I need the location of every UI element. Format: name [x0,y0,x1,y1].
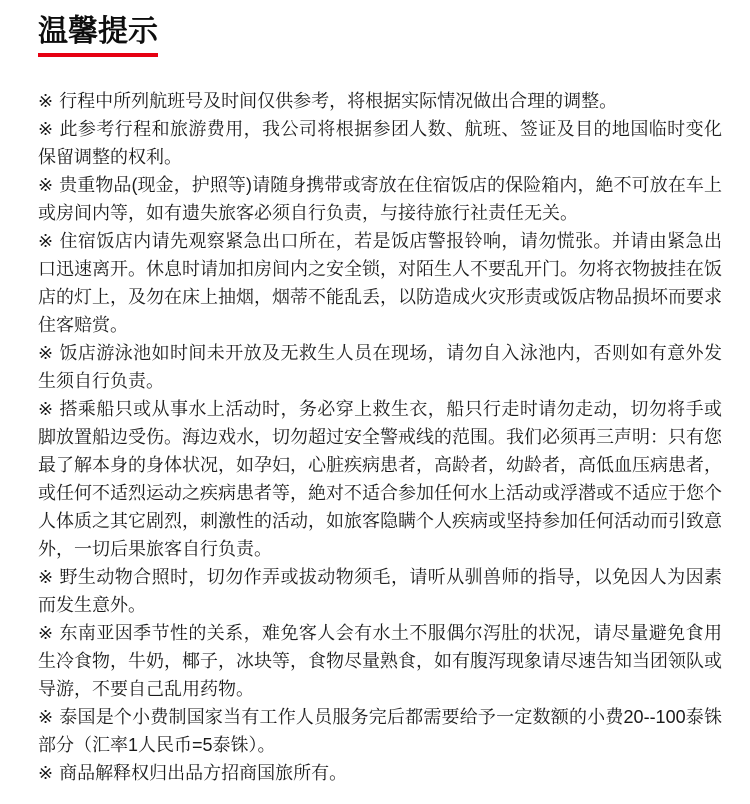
notice-item [38,619,722,703]
notice-text: 商品解释权归出品方招商国旅所有。 [59,763,348,783]
notice-item [38,395,722,563]
reference-mark: ※ [38,707,54,727]
notice-text: 泰国是个小费制国家当有工作人员服务完后都需要给予一定数额的小费20--100泰铢部分（汇率1人民币=5泰铢）。 [38,707,722,755]
notice-text: 住宿饭店内请先观察紧急出口所在，若是饭店警报铃响，请勿慌张。并请由紧急出口迅速离开。休息时请加扣房间内之安全锁，对陌生人不要乱开门。勿将衣物披挂在饭店的灯上，及勿在床上抽烟，烟蒂不能乱丢，以防造成火灾形责或饭店物品损坏而要求住客赔赏。 [38,231,722,335]
reference-mark: ※ [38,567,54,587]
notice-item [38,171,722,227]
notice-text: 搭乘船只或从事水上活动时，务必穿上救生衣，船只行走时请勿走动，切勿将手或脚放置船边受伤。海边戏水，切勿超过安全警戒线的范围。我们必须再三声明：只有您最了解本身的身体状况，如孕妇，心脏疾病患者，高龄者，幼龄者，高低血压病患者，或任何不适烈运动之疾病患者等，絶对不适合参加任何水上活动或浮潜或不适应于您个人体质之其它剧烈，刺激性的活动，如旅客隐瞒个人疾病或坚持参加任何活动而引致意外，一切后果旅客自行负责。 [38,399,722,559]
notice-list [38,87,722,787]
notice-item [38,87,722,115]
notice-text: 饭店游泳池如时间未开放及无救生人员在现场，请勿自入泳池内，否则如有意外发生须自行负责。 [38,343,722,391]
reference-mark: ※ [38,623,54,643]
notice-item [38,115,722,171]
page-title [38,14,722,57]
reference-mark: ※ [38,175,54,195]
reference-mark: ※ [38,231,54,251]
notice-item [38,759,722,787]
reference-mark: ※ [38,343,54,363]
notice-item [38,703,722,759]
reference-mark: ※ [38,119,54,139]
notice-text: 野生动物合照时，切勿作弄或拔动物须毛，请听从驯兽师的指导，以免因人为因素而发生意外。 [38,567,722,615]
notice-item [38,563,722,619]
notice-text: 东南亚因季节性的关系，难免客人会有水土不服偶尔泻肚的状况，请尽量避免食用生冷食物，牛奶，椰子，冰块等，食物尽量熟食，如有腹泻现象请尽速告知当团领队或导游，不要自己乱用药物。 [38,623,722,699]
notice-text: 此参考行程和旅游费用，我公司将根据参团人数、航班、签证及目的地国临时变化保留调整的权利。 [38,119,722,167]
reference-mark: ※ [38,763,54,783]
notice-text: 行程中所列航班号及时间仅供参考，将根据实际情况做出合理的调整。 [59,91,618,111]
page-title-text: 温馨提示 [38,14,158,57]
notice-text: 贵重物品(现金，护照等)请随身携带或寄放在住宿饭店的保险箱内，絶不可放在车上或房间内等，如有遗失旅客必须自行负责，与接待旅行社责任无关。 [38,175,722,223]
notice-item [38,227,722,339]
reference-mark: ※ [38,399,54,419]
reference-mark: ※ [38,91,54,111]
notice-item [38,339,722,395]
